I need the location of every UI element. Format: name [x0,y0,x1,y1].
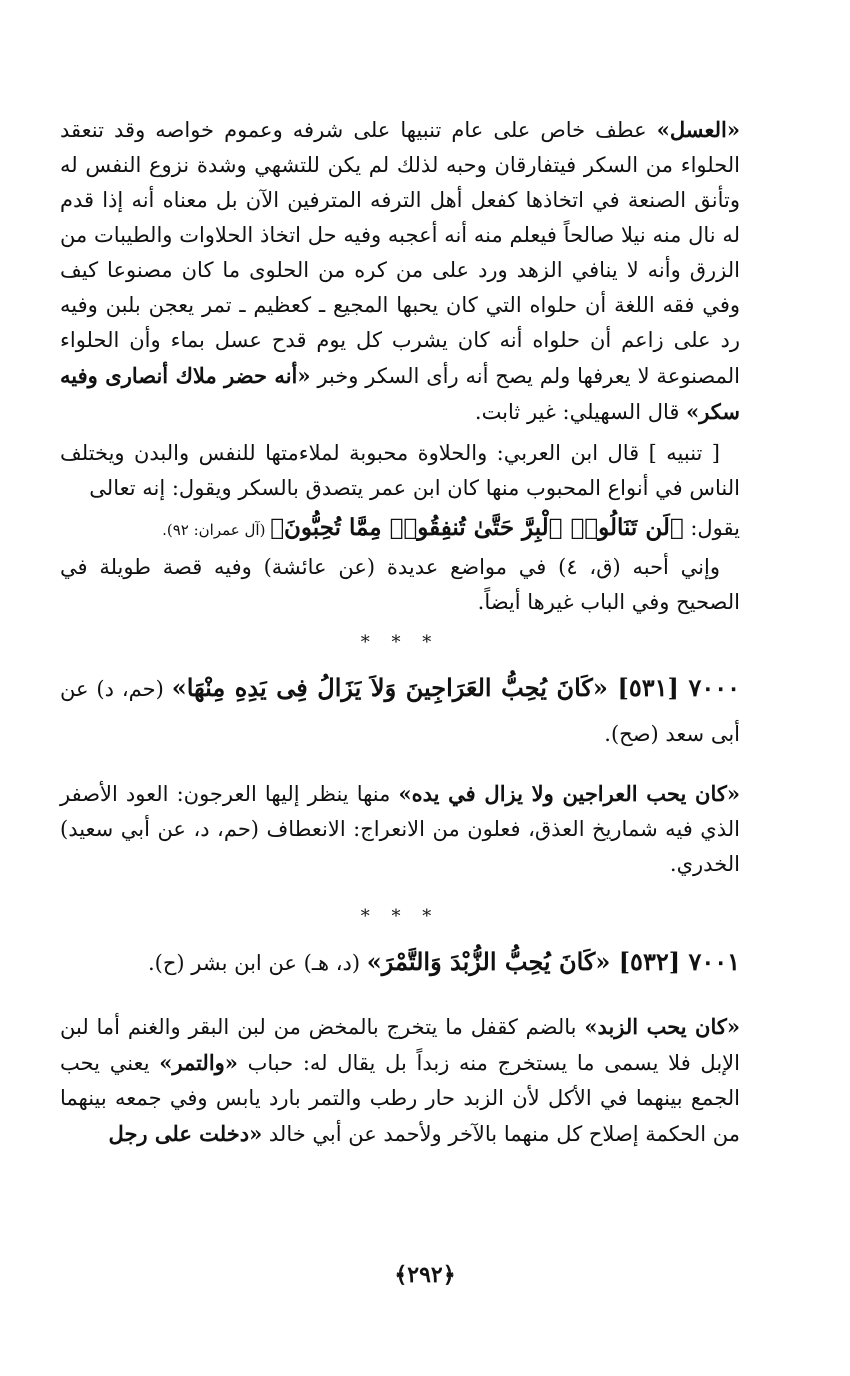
commentary-text: عطف خاص على عام تنبيها على شرفه وعموم خواصه وقد تنعقد الحلواء من السكر فيتفارقان وحبه لذلك لم يكن للتشهي وشدة نزوع النفس له وتأنق الصنعة في اتخاذها كفعل أهل الترفه المترفين الآن بل معناه أنه إذا قدم له نال منه نيلا صالحاً فيعلم منه أنه أعجبه وفيه حل اتخاذ الحلاوات والطيبات من الزرق وأنه لا ينافي الزهد ورد على من كره من الحلوى ما كان مصنوعا كيف وفي فقه اللغة أن حلواه التي كان يحبها المجيع ـ كعظيم ـ تمر يعجن بلبن وفيه رد على زاعم أن حلواه أنه كان يشرب كل يوم قدح عسل بماء وأن الحلواء المصنوعة لا يعرفها ولم يصح أنه رأى السكر وخبر [60,118,740,388]
commentary-text: قال السهيلي: غير ثابت. [474,400,687,424]
paragraph-aisha-reference: وإني أحبه (ق، ٤) في مواضع عديدة (عن عائشة) وفيه قصة طويلة في الصحيح وفي الباب غيرها أيضاً. [60,555,740,614]
verse-reference: (آل عمران: ٩٢). [162,521,271,539]
bold-quote-ansari: «أنه حضر ملاك أنصارى وفيه سكر» [60,363,740,424]
paragraph-arajeen-commentary [60,776,740,882]
commentary-text: يعني يحب الجمع بينهما في الأكل لأن الزبد حار رطب والتمر بارد يابس وفي جمعه بينهما من الحكمة إصلاح كل منهما بالآخر ولأحمد عن أبي خالد [60,1051,740,1146]
bold-quote-abu-khalid: «دخلت على رجل [108,1121,263,1146]
section-separator: * * * [360,632,440,653]
hadith-text: ٧٠٠١ [٥٣٢] «كَانَ يُحِبُّ الزُّبْدَ وَالتَّمْرَ» [366,947,740,976]
hadith-source: (د، هـ) عن ابن بشر (ح). [147,951,367,975]
hadith-7000-heading [60,666,740,756]
hadith-text: ٧٠٠٠ [٥٣١] «كَانَ يُحِبُّ العَرَاجِينَ وَلاَ يَزَالُ فِى يَدِهِ مِنْهَا» [171,673,740,702]
page-body [60,112,740,1152]
paragraph-honey-commentary [60,112,740,430]
section-separator: * * * [360,906,440,927]
paragraph-note-ibn-arabi: [ تنبيه ] قال ابن العربي: والحلاوة محبوبة لملاءمتها للنفس والبدن ويختلف الناس في أنواع المحبوب منها كان ابن عمر يتصدق بالسكر ويقول: إنه تعالى [60,441,740,500]
quran-verse: ﴿لَن تَنَالُوا۟ ٱلْبِرَّ حَتَّىٰ تُنفِقُوا۟ مِمَّا تُحِبُّونَ﴾ [270,514,684,541]
paragraph-quran-verse [60,508,740,550]
hadith-source: (حم، د) عن أبى سعد (صح). [60,677,740,746]
page-number: ﴿٢٩٢﴾ [394,1262,456,1288]
bold-term-dates: «والتمر» [159,1050,238,1075]
commentary-text: بالضم كقفل ما يتخرج بالمخض من لبن البقر والغنم أما لبن الإبل فلا يسمى ما يستخرج منه زبداً بل يقال له: حباب [60,1015,740,1075]
commentary-text: منها ينظر إليها العرجون: العود الأصفر الذي فيه شماريخ العذق، فعلون من الانعراج: الانعطاف (حم، د، عن أبي سعيد) الخدري. [60,782,740,876]
hadith-7001-heading [60,940,740,985]
verse-lead: يقول: [683,516,740,540]
bold-term-butter: «كان يحب الزبد» [584,1014,740,1039]
bold-term-honey: «العسل» [656,117,740,142]
bold-quote-arajeen: «كان يحب العراجين ولا يزال في يده» [398,781,740,806]
paragraph-butter-commentary [60,1009,740,1152]
